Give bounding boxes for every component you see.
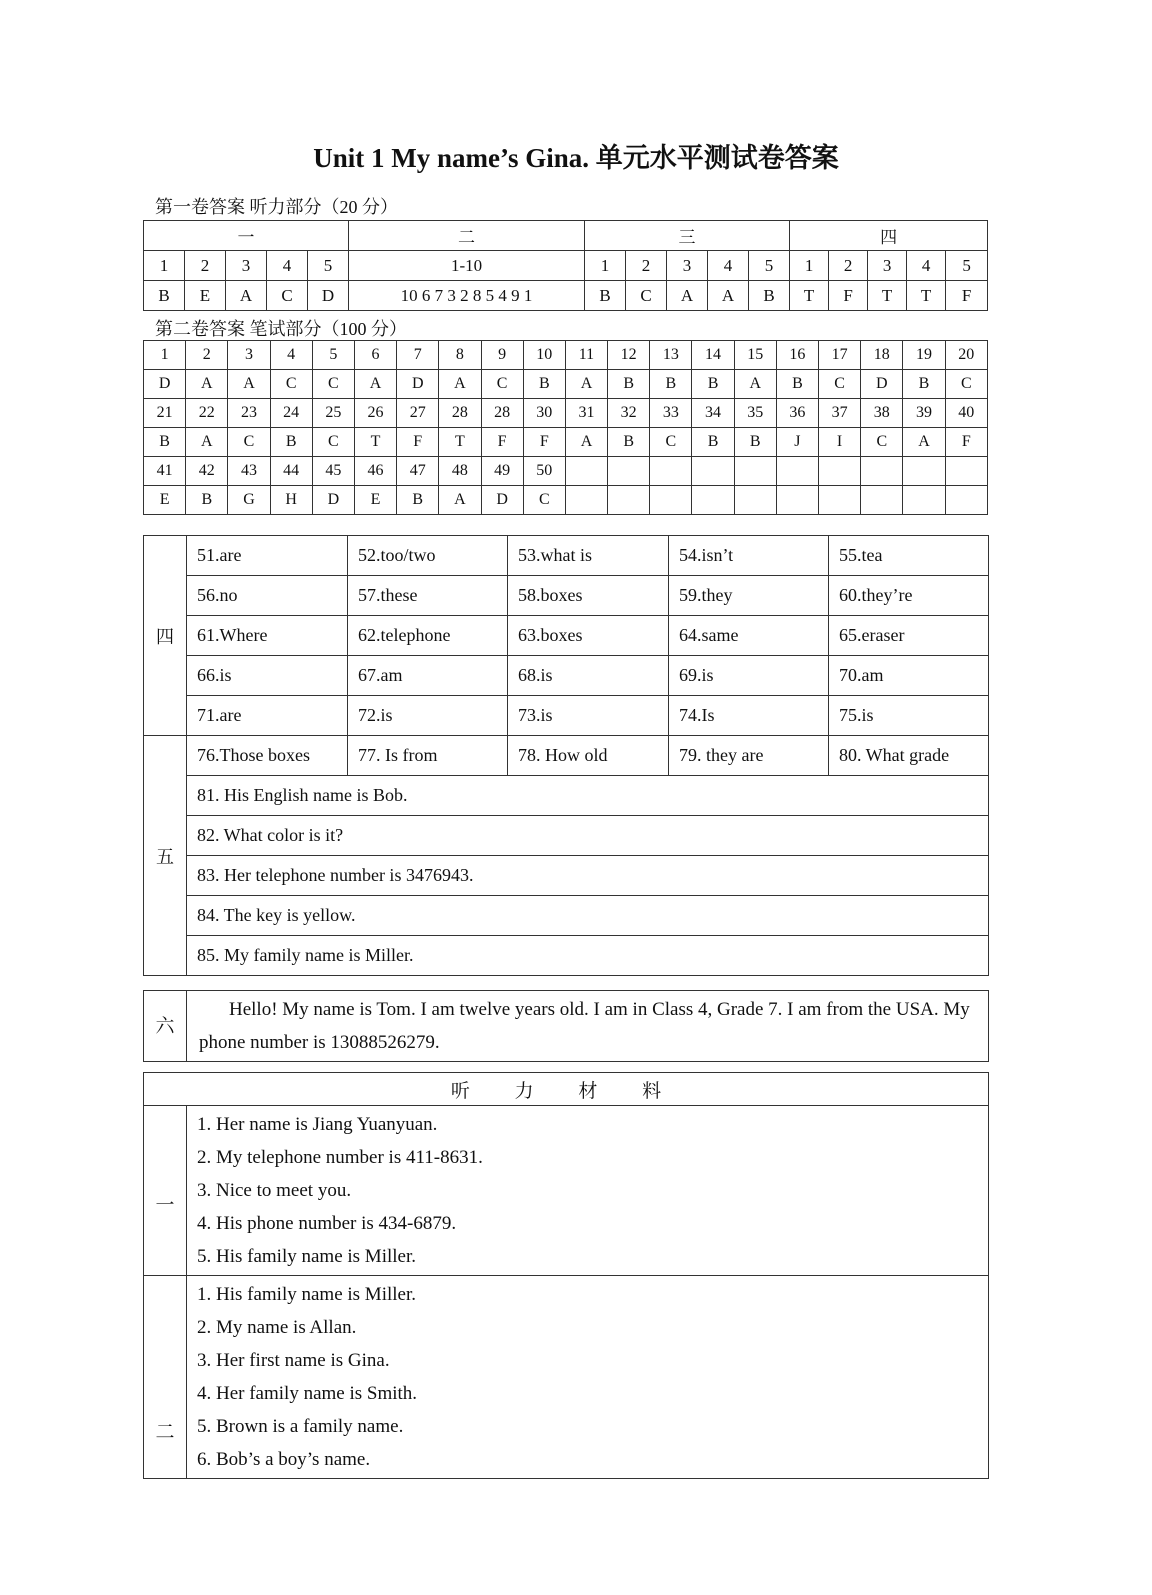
answer xyxy=(776,486,818,515)
question-number: 27 xyxy=(397,399,439,428)
question-number xyxy=(903,457,945,486)
answer: C xyxy=(228,428,270,457)
question-number: 33 xyxy=(650,399,692,428)
answer-cell: 59.they xyxy=(669,576,829,616)
answer: A xyxy=(186,370,228,399)
answer: A xyxy=(667,281,708,311)
answer-cell: 69.is xyxy=(669,656,829,696)
question-number: 3 xyxy=(228,341,270,370)
group-label: 一 xyxy=(144,221,349,251)
answer: E xyxy=(185,281,226,311)
answer: C xyxy=(270,370,312,399)
answer: 10 6 7 3 2 8 5 4 9 1 xyxy=(349,281,585,311)
question-number xyxy=(819,457,861,486)
question-number: 32 xyxy=(608,399,650,428)
answer: B xyxy=(144,428,186,457)
table-row xyxy=(144,1276,989,1479)
answer: T xyxy=(439,428,481,457)
answer: B xyxy=(749,281,790,311)
answer-cell: 73.is xyxy=(508,696,669,736)
answer: F xyxy=(945,428,987,457)
essay-text: Hello! My name is Tom. I am twelve years old. I am in Class 4, Grade 7. I am from the USA. My phone number is 13088526279. xyxy=(187,991,989,1062)
answer: A xyxy=(439,486,481,515)
answer: E xyxy=(144,486,186,515)
question-number: 10 xyxy=(523,341,565,370)
answer: I xyxy=(819,428,861,457)
answer-cell: 51.are xyxy=(187,536,348,576)
sentence-answer: 83. Her telephone number is 3476943. xyxy=(187,856,989,896)
answer: B xyxy=(692,428,734,457)
question-number: 23 xyxy=(228,399,270,428)
answer: A xyxy=(708,281,749,311)
question-number: 47 xyxy=(397,457,439,486)
question-number: 2 xyxy=(185,251,226,281)
answer: D xyxy=(308,281,349,311)
answer-cell: 61.Where xyxy=(187,616,348,656)
answer: A xyxy=(565,370,607,399)
material-line: 3. Her first name is Gina. xyxy=(197,1350,390,1371)
answer-cell: 78. How old xyxy=(508,736,669,776)
answer-row xyxy=(144,281,988,311)
question-number: 4 xyxy=(708,251,749,281)
answer-cell: 76.Those boxes xyxy=(187,736,348,776)
written-answer-table xyxy=(143,340,988,515)
answer: A xyxy=(226,281,267,311)
answer-cell: 55.tea xyxy=(829,536,989,576)
material-line: 1. Her name is Jiang Yuanyuan. xyxy=(197,1114,438,1135)
sentence-answer: 81. His English name is Bob. xyxy=(187,776,989,816)
answer-cell: 63.boxes xyxy=(508,616,669,656)
table-row xyxy=(144,1073,989,1106)
fill-blank-table xyxy=(143,535,989,976)
question-number: 3 xyxy=(868,251,907,281)
answer-cell: 68.is xyxy=(508,656,669,696)
question-number: 40 xyxy=(945,399,987,428)
answer xyxy=(650,486,692,515)
answer xyxy=(734,486,776,515)
answer-cell: 75.is xyxy=(829,696,989,736)
material-line: 5. His family name is Miller. xyxy=(197,1246,417,1267)
question-number: 4 xyxy=(270,341,312,370)
answer: F xyxy=(523,428,565,457)
answer: A xyxy=(186,428,228,457)
answer xyxy=(861,486,903,515)
answer: C xyxy=(267,281,308,311)
part4-label: 四 xyxy=(144,536,187,736)
question-number: 14 xyxy=(692,341,734,370)
essay-table xyxy=(143,990,989,1062)
question-number xyxy=(734,457,776,486)
answer: C xyxy=(819,370,861,399)
answer: C xyxy=(523,486,565,515)
number-row xyxy=(144,399,988,428)
part5-label: 五 xyxy=(144,736,187,976)
answer-cell: 71.are xyxy=(187,696,348,736)
answer: F xyxy=(829,281,868,311)
answer xyxy=(692,486,734,515)
question-number: 8 xyxy=(439,341,481,370)
answer: B xyxy=(585,281,626,311)
question-number xyxy=(650,457,692,486)
question-number: 5 xyxy=(312,341,354,370)
question-number: 49 xyxy=(481,457,523,486)
question-number: 30 xyxy=(523,399,565,428)
answer: D xyxy=(312,486,354,515)
answer-cell: 70.am xyxy=(829,656,989,696)
section1-heading: 第一卷答案 听力部分（20 分） xyxy=(155,197,398,217)
materials-heading: 听 力 材 料 xyxy=(144,1073,989,1106)
group-header-row xyxy=(144,221,988,251)
table-row xyxy=(144,991,989,1062)
listening-materials-table xyxy=(143,1072,989,1479)
table-row xyxy=(144,536,989,576)
answer-cell: 67.am xyxy=(348,656,508,696)
question-number xyxy=(861,457,903,486)
table-row xyxy=(144,576,989,616)
answer: B xyxy=(692,370,734,399)
question-number: 7 xyxy=(397,341,439,370)
answer xyxy=(565,486,607,515)
question-number: 20 xyxy=(945,341,987,370)
question-number: 5 xyxy=(749,251,790,281)
question-number: 37 xyxy=(819,399,861,428)
answer-cell: 74.Is xyxy=(669,696,829,736)
question-number: 1 xyxy=(585,251,626,281)
material-line: 3. Nice to meet you. xyxy=(197,1180,352,1201)
question-number: 5 xyxy=(308,251,349,281)
answer-cell: 64.same xyxy=(669,616,829,656)
answer-cell: 77. Is from xyxy=(348,736,508,776)
question-number: 17 xyxy=(819,341,861,370)
answer: B xyxy=(270,428,312,457)
answer-cell: 56.no xyxy=(187,576,348,616)
listening-answer-table xyxy=(143,220,988,311)
question-number: 9 xyxy=(481,341,523,370)
question-number: 41 xyxy=(144,457,186,486)
table-row xyxy=(144,616,989,656)
question-number: 19 xyxy=(903,341,945,370)
answer-cell: 53.what is xyxy=(508,536,669,576)
answer: B xyxy=(523,370,565,399)
answer: C xyxy=(650,428,692,457)
number-row xyxy=(144,251,988,281)
question-number: 36 xyxy=(776,399,818,428)
answer: C xyxy=(312,370,354,399)
answer: B xyxy=(186,486,228,515)
answer: H xyxy=(270,486,312,515)
answer: F xyxy=(481,428,523,457)
answer: D xyxy=(144,370,186,399)
group-label: 三 xyxy=(585,221,790,251)
question-number: 13 xyxy=(650,341,692,370)
question-number xyxy=(608,457,650,486)
answer: B xyxy=(144,281,185,311)
answer: A xyxy=(903,428,945,457)
answer: A xyxy=(565,428,607,457)
sentence-answer: 82. What color is it? xyxy=(187,816,989,856)
question-number: 11 xyxy=(565,341,607,370)
question-number: 3 xyxy=(667,251,708,281)
number-row xyxy=(144,341,988,370)
question-number: 6 xyxy=(354,341,396,370)
question-number: 2 xyxy=(829,251,868,281)
table-row xyxy=(144,936,989,976)
question-number: 25 xyxy=(312,399,354,428)
question-number xyxy=(776,457,818,486)
answer-cell: 54.isn’t xyxy=(669,536,829,576)
question-number: 48 xyxy=(439,457,481,486)
question-number: 50 xyxy=(523,457,565,486)
answer xyxy=(903,486,945,515)
question-number: 1 xyxy=(144,341,186,370)
answer: B xyxy=(608,428,650,457)
answer: B xyxy=(608,370,650,399)
answer: A xyxy=(734,370,776,399)
answer: J xyxy=(776,428,818,457)
sentence-answer: 85. My family name is Miller. xyxy=(187,936,989,976)
table-row xyxy=(144,856,989,896)
answer: A xyxy=(354,370,396,399)
answer xyxy=(608,486,650,515)
question-number: 15 xyxy=(734,341,776,370)
question-number xyxy=(945,457,987,486)
material-line: 2. My name is Allan. xyxy=(197,1317,357,1338)
question-number: 1 xyxy=(144,251,185,281)
answer: B xyxy=(397,486,439,515)
material-line: 4. His phone number is 434-6879. xyxy=(197,1213,457,1234)
answer: C xyxy=(861,428,903,457)
question-number: 18 xyxy=(861,341,903,370)
question-number: 39 xyxy=(903,399,945,428)
question-number: 16 xyxy=(776,341,818,370)
question-number: 34 xyxy=(692,399,734,428)
question-number: 28 xyxy=(481,399,523,428)
answer: T xyxy=(790,281,829,311)
answer: B xyxy=(734,428,776,457)
answer-cell: 58.boxes xyxy=(508,576,669,616)
answer: A xyxy=(439,370,481,399)
answer-cell: 66.is xyxy=(187,656,348,696)
answer-row xyxy=(144,428,988,457)
answer: G xyxy=(228,486,270,515)
question-number: 35 xyxy=(734,399,776,428)
material-line: 1. His family name is Miller. xyxy=(197,1284,417,1305)
sentence-answer: 84. The key is yellow. xyxy=(187,896,989,936)
materials-lines xyxy=(187,1106,989,1276)
material-line: 6. Bob’s a boy’s name. xyxy=(197,1449,371,1470)
table-row xyxy=(144,696,989,736)
table-row xyxy=(144,776,989,816)
question-number: 38 xyxy=(861,399,903,428)
table-row xyxy=(144,816,989,856)
question-number: 21 xyxy=(144,399,186,428)
answer xyxy=(819,486,861,515)
question-number: 3 xyxy=(226,251,267,281)
answer: B xyxy=(903,370,945,399)
question-number: 1-10 xyxy=(349,251,585,281)
question-number xyxy=(692,457,734,486)
section2-heading: 第二卷答案 笔试部分（100 分） xyxy=(155,319,407,339)
materials-lines xyxy=(187,1276,989,1479)
question-number: 46 xyxy=(354,457,396,486)
materials-section-label: 二 xyxy=(144,1276,187,1479)
materials-section-label: 一 xyxy=(144,1106,187,1276)
question-number: 43 xyxy=(228,457,270,486)
answer: B xyxy=(776,370,818,399)
answer: A xyxy=(228,370,270,399)
answer-cell: 80. What grade xyxy=(829,736,989,776)
answer-cell: 65.eraser xyxy=(829,616,989,656)
question-number: 2 xyxy=(626,251,667,281)
answer-cell: 60.they’re xyxy=(829,576,989,616)
question-number: 12 xyxy=(608,341,650,370)
table-row xyxy=(144,896,989,936)
answer-cell: 57.these xyxy=(348,576,508,616)
answer-cell: 52.too/two xyxy=(348,536,508,576)
material-line: 4. Her family name is Smith. xyxy=(197,1383,418,1404)
answer: T xyxy=(354,428,396,457)
answer-cell: 72.is xyxy=(348,696,508,736)
question-number: 45 xyxy=(312,457,354,486)
number-row xyxy=(144,457,988,486)
table-row xyxy=(144,1106,989,1276)
question-number: 24 xyxy=(270,399,312,428)
table-row xyxy=(144,736,989,776)
answer: C xyxy=(481,370,523,399)
answer: T xyxy=(907,281,946,311)
question-number: 42 xyxy=(186,457,228,486)
material-line: 5. Brown is a family name. xyxy=(197,1416,404,1437)
answer: F xyxy=(946,281,988,311)
question-number xyxy=(565,457,607,486)
question-number: 31 xyxy=(565,399,607,428)
answer: C xyxy=(626,281,667,311)
question-number: 2 xyxy=(186,341,228,370)
question-number: 4 xyxy=(907,251,946,281)
answer: T xyxy=(868,281,907,311)
answer: C xyxy=(945,370,987,399)
answer xyxy=(945,486,987,515)
answer-cell: 62.telephone xyxy=(348,616,508,656)
page-title: Unit 1 My name’s Gina. 单元水平测试卷答案 xyxy=(313,143,839,173)
group-label: 四 xyxy=(790,221,988,251)
question-number: 4 xyxy=(267,251,308,281)
question-number: 5 xyxy=(946,251,988,281)
answer: F xyxy=(397,428,439,457)
question-number: 22 xyxy=(186,399,228,428)
question-number: 28 xyxy=(439,399,481,428)
answer: C xyxy=(312,428,354,457)
question-number: 26 xyxy=(354,399,396,428)
question-number: 1 xyxy=(790,251,829,281)
answer-row xyxy=(144,486,988,515)
question-number: 44 xyxy=(270,457,312,486)
answer-row xyxy=(144,370,988,399)
answer: E xyxy=(354,486,396,515)
answer-cell: 79. they are xyxy=(669,736,829,776)
answer: D xyxy=(397,370,439,399)
group-label: 二 xyxy=(349,221,585,251)
part6-label: 六 xyxy=(144,991,187,1062)
answer: B xyxy=(650,370,692,399)
answer: D xyxy=(861,370,903,399)
answer: D xyxy=(481,486,523,515)
material-line: 2. My telephone number is 411-8631. xyxy=(197,1147,483,1168)
table-row xyxy=(144,656,989,696)
